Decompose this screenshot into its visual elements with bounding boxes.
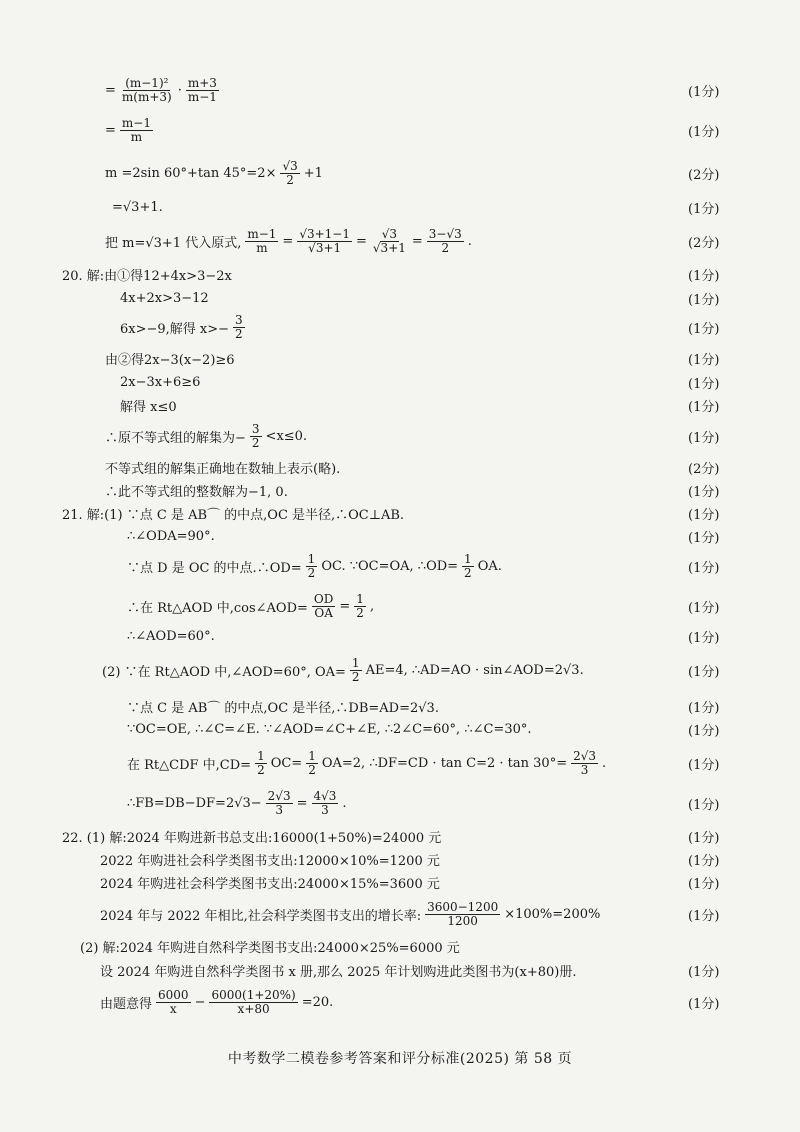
equation <box>120 375 200 390</box>
equation-text: 4x+2x>3−12 <box>120 290 209 306</box>
equation-text: 6x>−9,解得 x>− <box>120 321 230 337</box>
equation-text: 由题意得 <box>100 996 153 1012</box>
equation-text: , <box>369 598 375 614</box>
score-label: (1分) <box>688 399 720 415</box>
equation <box>62 504 404 523</box>
fraction-denominator: 3 <box>275 802 283 817</box>
equation <box>105 349 235 368</box>
solution-line <box>0 826 800 846</box>
equation-text: 由②得2x−3(x−2)≥6 <box>105 352 235 368</box>
solution-line <box>0 480 800 500</box>
equation-text: = <box>339 598 351 614</box>
solution-line <box>0 348 800 368</box>
equation <box>105 77 221 103</box>
fraction-denominator: x+80 <box>237 1001 270 1016</box>
score-label: (1分) <box>688 600 720 616</box>
score-label: (1分) <box>688 964 720 980</box>
equation-text: OA=2, ∴DF=CD · tan C=2 · tan 30°= <box>321 755 568 771</box>
fraction-denominator: 3 <box>580 762 589 777</box>
equation <box>62 265 232 284</box>
equation <box>105 458 340 477</box>
score-label: (2分) <box>688 461 720 477</box>
fraction <box>156 989 191 1015</box>
solution-line <box>0 288 800 308</box>
equation-text: = <box>356 233 367 249</box>
score-label: (1分) <box>688 996 720 1012</box>
fraction-numerator: √3 <box>282 158 298 173</box>
solution-line <box>0 395 800 415</box>
fraction-denominator: 2 <box>286 172 294 187</box>
fraction <box>354 593 366 619</box>
score-label: (1分) <box>688 876 720 892</box>
fraction <box>120 117 153 143</box>
score-label: (1分) <box>688 560 720 576</box>
equation-text: ∴原不等式组的解集为− <box>105 430 246 446</box>
equation-text: 2024 年购进社会科学类图书支出:24000×15%=3600 元 <box>100 876 440 892</box>
solution-line <box>0 226 800 255</box>
fraction-denominator: 2 <box>257 762 265 777</box>
score-label: (1分) <box>688 352 720 368</box>
equation <box>127 593 374 619</box>
fraction-numerator: 3 <box>251 421 260 436</box>
solution-line <box>0 960 800 980</box>
equation-text: − <box>194 994 206 1010</box>
fraction-numerator: 1 <box>356 591 364 606</box>
equation-text: 不等式组的解集正确地在数轴上表示(略). <box>105 461 341 477</box>
solution-line <box>0 457 800 477</box>
fraction <box>250 423 262 449</box>
score-label: (1分) <box>688 908 720 924</box>
score-label: (1分) <box>688 530 720 546</box>
equation <box>127 629 215 644</box>
solution-line <box>0 591 800 620</box>
score-label: (2分) <box>688 235 720 251</box>
equation-text: ∵OC=OE, ∴∠C=∠E. ∵∠AOD=∠C+∠E, ∴2∠C=60°, ∴∠C=30°. <box>127 721 532 737</box>
score-label: (1分) <box>688 853 720 869</box>
fraction-numerator: m−1 <box>247 226 277 241</box>
solution-line <box>0 197 800 217</box>
fraction-denominator: m <box>256 240 268 255</box>
fraction-denominator: 2 <box>351 669 360 684</box>
fraction <box>371 228 408 254</box>
solution-line <box>0 503 800 523</box>
equation <box>105 423 307 449</box>
fraction <box>312 593 335 619</box>
equation-text: 2024 年与 2022 年相比,社会科学类图书支出的增长率: <box>100 908 422 924</box>
equation <box>127 553 502 579</box>
equation-text: OA. <box>477 558 502 574</box>
score-label: (1分) <box>688 757 720 773</box>
fraction-denominator: 2 <box>441 240 450 255</box>
equation-text: ∵点 D 是 OC 的中点.∴OD= <box>127 560 302 576</box>
fraction-denominator: 2 <box>308 762 316 777</box>
equation-text: OC. ∵OC=OA, ∴OD= <box>321 558 459 574</box>
fraction <box>245 228 278 254</box>
equation <box>100 989 333 1015</box>
solution-line <box>0 372 800 392</box>
solution-line <box>0 264 800 284</box>
equation <box>127 790 347 816</box>
fraction <box>233 314 245 340</box>
score-label: (1分) <box>688 630 720 646</box>
equation <box>100 850 440 869</box>
score-label: (1分) <box>688 830 720 846</box>
fraction <box>427 228 464 254</box>
solution-line <box>0 655 800 684</box>
fraction-denominator: √3+1 <box>308 240 342 255</box>
equation-text: ∴∠ODA=90°. <box>127 528 215 544</box>
score-label: (1分) <box>688 321 720 337</box>
fraction <box>306 750 318 776</box>
equation <box>80 937 460 956</box>
score-label: (1分) <box>688 723 720 739</box>
fraction <box>255 750 267 776</box>
solution-line <box>0 626 800 646</box>
fraction-numerator: 1 <box>464 551 472 566</box>
score-label: (1分) <box>688 664 720 680</box>
equation <box>120 396 177 415</box>
equation <box>120 291 209 306</box>
equation-text: . <box>342 795 347 811</box>
equation <box>127 529 215 544</box>
equation-text: 设 2024 年购进自然科学类图书 x 册,那么 2025 年计划购进此类图书为(x+80)册. <box>100 964 577 980</box>
equation-text: =20. <box>301 994 334 1010</box>
fraction-numerator: 2√3 <box>267 788 291 803</box>
fraction-denominator: 1200 <box>447 913 478 928</box>
equation <box>105 481 288 500</box>
score-label: (1分) <box>688 484 720 500</box>
score-label: (1分) <box>688 124 720 140</box>
solution-line <box>0 719 800 739</box>
fraction-numerator: 1 <box>351 655 360 670</box>
equation-text: ×100%=200% <box>504 906 601 922</box>
solution-line <box>0 899 800 928</box>
score-label: (1分) <box>688 430 720 446</box>
equation <box>62 827 441 846</box>
fraction-denominator: √3+1 <box>372 240 406 255</box>
score-label: (1分) <box>688 268 720 284</box>
fraction-denominator: m−1 <box>187 89 217 104</box>
page-footer: 中考数学二模卷参考答案和评分标准(2025) 第 58 页 <box>227 1051 573 1067</box>
equation <box>100 901 600 927</box>
equation <box>127 722 532 737</box>
fraction-numerator: 3 <box>235 312 243 327</box>
equation <box>112 200 163 215</box>
equation-text: 解得 x≤0 <box>120 399 177 415</box>
score-label: (1分) <box>688 507 720 523</box>
equation-text: AE=4, ∴AD=AO · sin∠AOD=2√3. <box>365 662 584 678</box>
fraction-numerator: 1 <box>257 748 265 763</box>
equation-text: ∴此不等式组的整数解为−1, 0. <box>105 484 288 500</box>
solution-line <box>0 849 800 869</box>
fraction-numerator: 6000 <box>158 987 189 1002</box>
equation-text: ∴在 Rt△AOD 中,cos∠AOD= <box>127 600 308 616</box>
fraction <box>280 160 299 186</box>
solution-line <box>0 75 800 104</box>
fraction <box>266 790 293 816</box>
score-label: (1分) <box>688 292 720 308</box>
solution-line <box>0 788 800 817</box>
fraction-numerator: 1 <box>307 551 316 566</box>
solution-line <box>0 987 800 1016</box>
fraction <box>306 553 318 579</box>
solution-line <box>0 312 800 341</box>
solution-line <box>0 696 800 716</box>
fraction-numerator: OD <box>313 591 334 606</box>
fraction-denominator: 2 <box>251 435 260 450</box>
fraction-denominator: 3 <box>321 802 329 817</box>
fraction-numerator: (m−1)² <box>125 75 169 90</box>
equation <box>105 117 155 143</box>
equation-text: 把 m=√3+1 代入原式, <box>105 235 242 251</box>
solution-line <box>0 421 800 450</box>
fraction-denominator: 2 <box>464 565 472 580</box>
fraction-numerator: 3−√3 <box>428 226 462 241</box>
fraction <box>312 790 339 816</box>
fraction <box>297 228 352 254</box>
fraction <box>571 750 598 776</box>
equation <box>100 873 440 892</box>
fraction-numerator: m+3 <box>187 75 217 90</box>
fraction-numerator: m−1 <box>121 115 151 130</box>
equation-text: . <box>467 233 472 249</box>
fraction-numerator: √3 <box>381 226 398 241</box>
fraction-numerator: 3600−1200 <box>427 899 499 914</box>
score-label: (1分) <box>688 797 720 813</box>
score-label: (1分) <box>688 201 720 217</box>
fraction-denominator: m(m+3) <box>121 89 172 104</box>
equation-text: · <box>177 82 182 98</box>
score-label: (1分) <box>688 84 720 100</box>
equation-text: ∴FB=DB−DF=2√3− <box>127 795 262 811</box>
fraction-numerator: 2√3 <box>573 748 597 763</box>
fraction <box>186 77 219 103</box>
equation-text: =√3+1. <box>112 199 163 215</box>
equation-text: = <box>296 795 308 811</box>
equation <box>105 228 472 254</box>
equation-text: 20. 解:由①得12+4x>3−2x <box>62 268 232 284</box>
solution-line <box>0 551 800 580</box>
equation-text: +1 <box>303 165 323 181</box>
solution-line <box>0 872 800 892</box>
fraction <box>350 657 362 683</box>
equation <box>120 314 247 340</box>
equation-text: = <box>411 233 423 249</box>
solution-line <box>0 936 800 956</box>
fraction <box>120 77 174 103</box>
equation-text: (2) 解:2024 年购进自然科学类图书支出:24000×25%=6000 元 <box>80 940 460 956</box>
solution-line <box>0 748 800 777</box>
equation-text: = <box>105 82 116 98</box>
equation-text: = <box>282 233 294 249</box>
fraction-numerator: 6000(1+20%) <box>211 987 296 1002</box>
fraction <box>425 901 500 927</box>
equation <box>127 750 606 776</box>
fraction-numerator: √3+1−1 <box>299 226 350 241</box>
equation-text: 在 Rt△CDF 中,CD= <box>127 757 252 773</box>
score-label: (1分) <box>688 700 720 716</box>
fraction-denominator: OA <box>314 605 333 620</box>
equation-text: m =2sin 60°+tan 45°=2× <box>105 165 277 181</box>
equation-text: (2) ∵在 Rt△AOD 中,∠AOD=60°, OA= <box>102 664 346 680</box>
fraction-numerator: 1 <box>308 748 316 763</box>
fraction <box>209 989 297 1015</box>
equation-text: . <box>602 755 607 771</box>
equation-text: = <box>105 122 116 138</box>
score-label: (2分) <box>688 167 720 183</box>
equation-text: 2022 年购进社会科学类图书支出:12000×10%=1200 元 <box>100 853 440 869</box>
solution-line <box>0 115 800 144</box>
fraction-denominator: 2 <box>235 326 243 341</box>
equation-text: <x≤0. <box>265 428 308 444</box>
solution-line <box>0 158 800 187</box>
solution-line <box>0 526 800 546</box>
equation-text: 22. (1) 解:2024 年购进新书总支出:16000(1+50%)=24000 元 <box>62 830 442 846</box>
equation <box>105 160 323 186</box>
equation-text: ∴∠AOD=60°. <box>127 628 215 644</box>
equation-text: ∵点 C 是 AB⌒ 的中点,OC 是半径,∴DB=AD=2√3. <box>127 700 439 716</box>
equation-text: OC= <box>270 755 303 771</box>
fraction-numerator: 4√3 <box>313 788 337 803</box>
fraction <box>462 553 474 579</box>
fraction-denominator: 2 <box>356 605 364 620</box>
equation <box>100 961 576 980</box>
equation <box>102 657 584 683</box>
fraction-denominator: m <box>130 129 143 144</box>
equation-text: 2x−3x+6≥6 <box>120 374 201 390</box>
fraction-denominator: 2 <box>307 565 316 580</box>
score-label: (1分) <box>688 376 720 392</box>
equation <box>127 697 439 716</box>
equation-text: 21. 解:(1) ∵点 C 是 AB⌒ 的中点,OC 是半径,∴OC⊥AB. <box>62 507 405 523</box>
fraction-denominator: x <box>169 1001 177 1016</box>
